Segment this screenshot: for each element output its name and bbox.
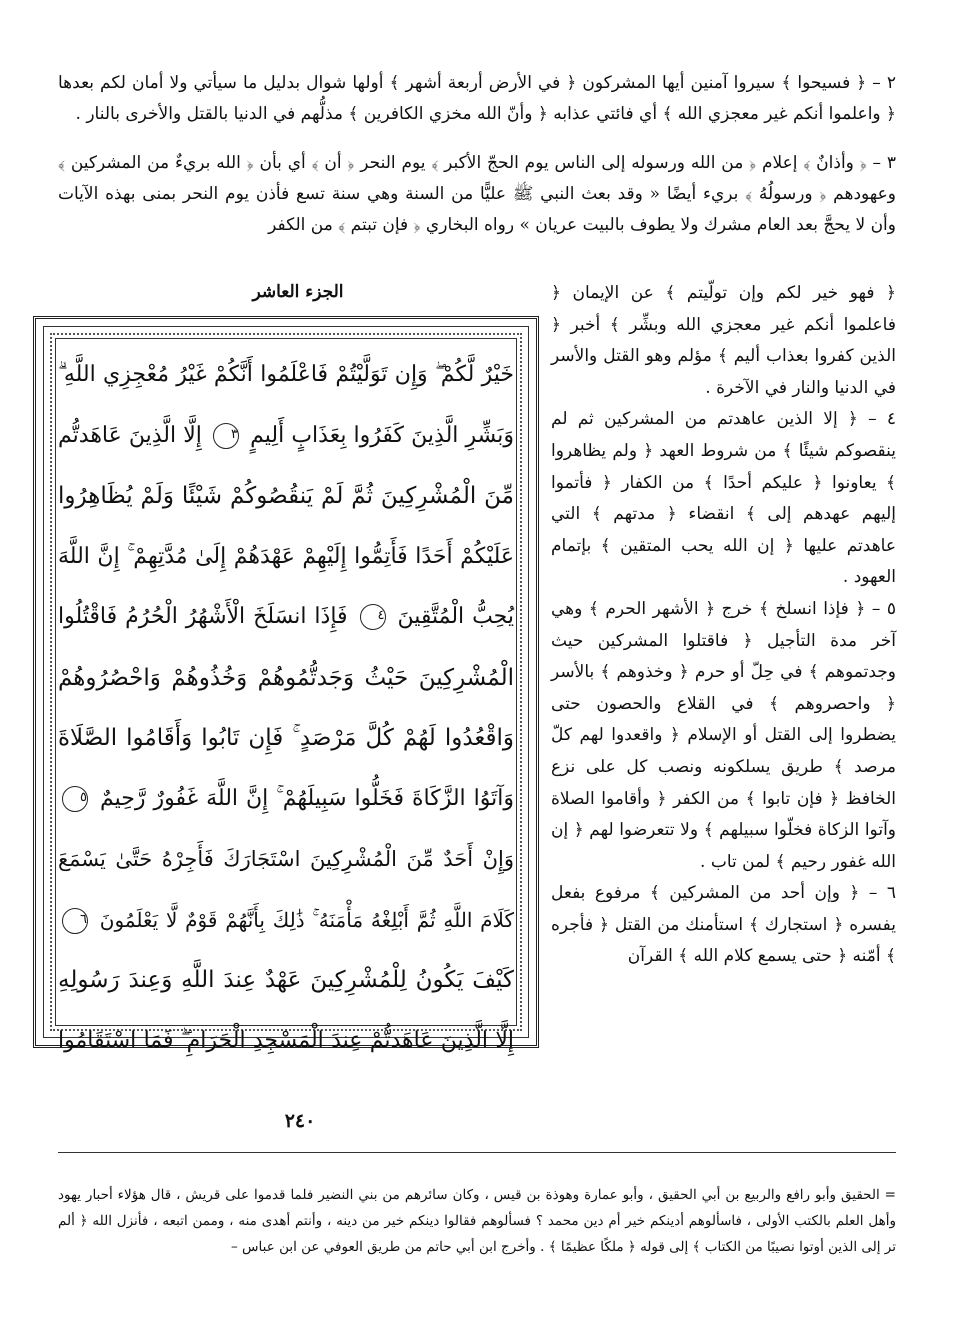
quran-line: عَلَيْكُمْ أَحَدًا فَأَتِمُّوا إِلَيْهِمْ عَهْدَهُمْ إِلَىٰ مُدَّتِهِمْ ۚ إِنَّ اللَّهَ	[58, 543, 514, 569]
quran-line: كَلَامَ اللَّهِ ثُمَّ أَبْلِغْهُ مَأْمَنَهُ ۚ ذَٰلِكَ بِأَنَّهُمْ قَوْمٌ لَّا يَعْلَمُونَ ٦	[58, 890, 514, 951]
footnote-divider	[58, 1152, 896, 1153]
ayah-number-marker: ٥	[62, 786, 88, 812]
commentary-paragraph: ٥ – ﴿ فإذا انسلخ ﴾ خرج ﴿ الأشهر الحرم ﴾ وهي آخر مدة التأجيل ﴿ فاقتلوا المشركين حيث وجدتموهم ﴾ في حِلّ أو حرم ﴿ وخذوهم ﴾ بالأسر ﴿ واحصروهم ﴾ في القلاع والحصون حتى يضطروا إلى القتل أو الإسلام ﴿ واقعدوا لهم كلّ مرصد ﴾ طريق يسلكونه ونصب كل على نزع الخافظ ﴿ فإن تابوا ﴾ من الكفر ﴿ وأقاموا الصلاة وآتوا الزكاة فخلّوا سبيلهم ﴾ ولا تتعرضوا لهم ﴿ إن الله غفور رحيم ﴾ لمن تاب .	[551, 598, 896, 872]
juz-label: الجزء العاشر	[252, 282, 344, 302]
quran-verses	[58, 345, 515, 1053]
quran-line: كَيْفَ يَكُونُ لِلْمُشْرِكِينَ عَهْدٌ عِندَ اللَّهِ وَعِندَ رَسُولِهِ	[58, 967, 514, 993]
quran-text-frame	[33, 316, 539, 1053]
commentary-verse-2: ٢ – ﴿ فسيحوا ﴾ سيروا آمنين أيها المشركون ﴿ في الأرض أربعة أشهر ﴾ أولها شوال بدليل ما سيأتي ولا أمان لكم بعدها ﴿ واعلموا أنكم غير معجزي الله ﴾ أي فائتي عذابه ﴿ وأنّ الله مخزي الكافرين ﴾ مذلُّهم في الدنيا بالقتل والأخرى بالنار .	[58, 73, 896, 124]
commentary-paragraph: ﴿ فهو خير لكم وإن تولّيتم ﴾ عن الإيمان ﴿ فاعلموا أنكم غير معجزي الله وبشِّر ﴾ أخبر ﴿ الذين كفروا بعذاب أليم ﴾ مؤلم وهو القتل والأسر في الدنيا والنار في الآخرة .	[551, 283, 896, 398]
quran-line: وَإِنْ أَحَدٌ مِّنَ الْمُشْرِكِينَ اسْتَجَارَكَ فَأَجِرْهُ حَتَّىٰ يَسْمَعَ	[58, 847, 514, 871]
frame-border	[43, 326, 529, 1053]
quran-line: وَاقْعُدُوا لَهُمْ كُلَّ مَرْصَدٍ ۚ فَإِن تَابُوا وَأَقَامُوا الصَّلَاةَ	[58, 725, 514, 751]
footnote: = الحقيق وأبو رافع والربيع بن أبي الحقيق ، وأبو عمارة وهوذة بن قيس ، وكان سائرهم من بني النضير فلما قدموا على قريش ، قال هؤلاء أحبار يهود وأهل العلم بالكتب الأولى ، فاسألوهم أدينكم خير أم دين محمد ؟ فسألوهم فقالوا دينكم خير من دينه ، وأنتم أهدى منه ، وممن اتبعه ، فأنزل الله ﴿ ألم تر إلى الذين أوتوا نصيبًا من الكتاب ﴾ إلى قوله ﴿ ملكًا عظيمًا ﴾ . وأخرج ابن أبي حاتم من طريق العوفي عن ابن عباس –	[58, 1187, 896, 1255]
quran-line: يُحِبُّ الْمُتَّقِينَ ٤ فَإِذَا انسَلَخَ الْأَشْهُرُ الْحُرُمُ فَاقْتُلُوا	[58, 604, 515, 629]
quran-line: مِّنَ الْمُشْرِكِينَ ثُمَّ لَمْ يَنقُصُوكُمْ شَيْئًا وَلَمْ يُظَاهِرُوا	[58, 483, 514, 509]
commentary-verse-3: ٣ – ﴿ وأذانٌ ﴾ إعلام ﴿ من الله ورسوله إلى الناس يوم الحجّ الأكبر ﴾ يوم النحر ﴿ أن ﴾ أي بأن ﴿ الله بريءٌ من المشركين ﴾ وعهودهم ﴿ ورسولُهُ ﴾ بريء أيضًا « وقد بعث النبي ﷺ عليًّا من السنة وهي سنة تسع فأذن يوم النحر بمنى بهذه الآيات وأن لا يحجَّ بعد العام مشرك ولا يطوف بالبيت عريان » رواه البخاري ﴿ فإن تبتم ﴾ من الكفر	[58, 153, 896, 235]
commentary-paragraph: ٤ – ﴿ إلا الذين عاهدتم من المشركين ثم لم ينقصوكم شيئًا ﴾ من شروط العهد ﴿ ولم يظاهروا ﴾ يعاونوا ﴿ عليكم أحدًا ﴾ من الكفار ﴿ فأتموا إليهم عهدهم إلى ﴾ انقضاء ﴿ مدتهم ﴾ التي عاهدتم عليها ﴿ إن الله يحب المتقين ﴾ بإتمام العهود .	[551, 409, 896, 588]
ayah-number-marker: ٤	[360, 604, 386, 630]
quran-line: وَآتَوُا الزَّكَاةَ فَخَلُّوا سَبِيلَهُمْ ۚ إِنَّ اللَّهَ غَفُورٌ رَّحِيمٌ ٥	[58, 769, 514, 830]
quran-line: وَبَشِّرِ الَّذِينَ كَفَرُوا بِعَذَابٍ أَلِيمٍ ٣ إِلَّا الَّذِينَ عَاهَدتُّم	[58, 422, 515, 448]
quran-line: إِلَّا الَّذِينَ عَاهَدتُّمْ عِندَ الْمَسْجِدِ الْحَرَامِ ۖ فَمَا اسْتَقَامُوا	[58, 1027, 514, 1053]
quran-line: الْمُشْرِكِينَ حَيْثُ وَجَدتُّمُوهُمْ وَخُذُوهُمْ وَاحْصُرُوهُمْ	[58, 664, 514, 691]
ayah-number-marker: ٣	[213, 423, 239, 449]
ayah-number-marker: ٦	[62, 908, 88, 934]
page-number: ٢٤٠	[284, 1110, 316, 1132]
commentary-paragraph: ٦ – ﴿ وإن أحد من المشركين ﴾ مرفوع بفعل يفسره ﴿ استجارك ﴾ استأمنك من القتل ﴿ فأجره ﴾ أمّنه ﴿ حتى يسمع كلام الله ﴾ القرآن	[551, 883, 896, 967]
side-commentary	[551, 278, 896, 973]
quran-line: خَيْرٌ لَّكُمْ ۖ وَإِن تَوَلَّيْتُمْ فَاعْلَمُوا أَنَّكُمْ غَيْرُ مُعْجِزِي اللَّهِ ۗ	[58, 362, 514, 387]
